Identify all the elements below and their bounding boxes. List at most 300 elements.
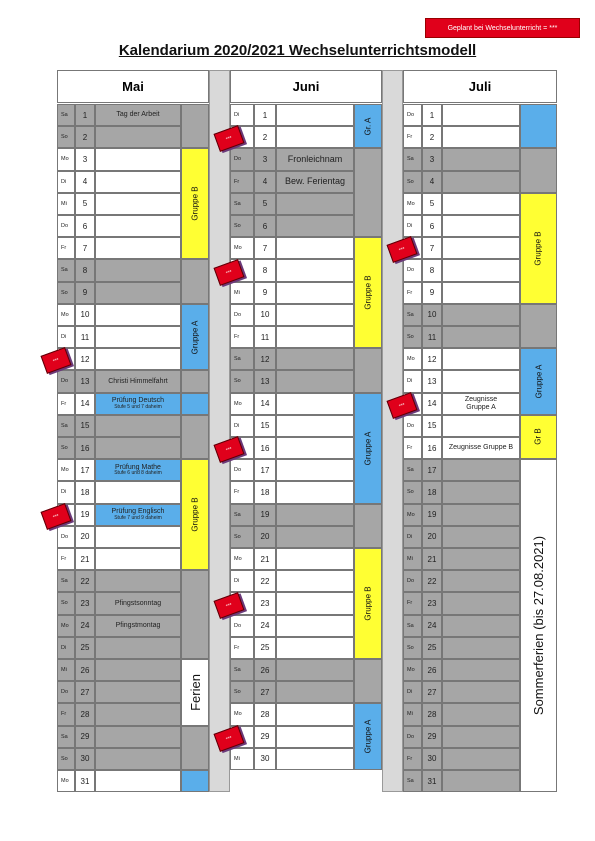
weekday-cell: So [57, 282, 75, 304]
planned-stamp: *** [214, 592, 245, 619]
day-note [276, 393, 354, 415]
day-number: 9 [75, 282, 95, 304]
day-note [276, 659, 354, 681]
day-number: 1 [422, 104, 442, 126]
weekday-cell: Do [57, 215, 75, 237]
group-block [354, 659, 382, 703]
day-note [276, 304, 354, 326]
weekday-cell: Sa [403, 304, 422, 326]
day-number: 22 [75, 570, 95, 592]
weekday-cell: Do [230, 459, 254, 481]
group-block [181, 393, 209, 415]
day-number: 15 [75, 415, 95, 437]
day-number: 23 [422, 592, 442, 614]
day-number: 24 [422, 615, 442, 637]
planned-stamp: *** [41, 503, 72, 530]
weekday-cell: Sa [230, 504, 254, 526]
day-number: 8 [254, 259, 276, 281]
day-note [95, 215, 181, 237]
day-note [442, 526, 520, 548]
note-text: Pfingstmontag [115, 622, 161, 630]
day-number: 25 [75, 637, 95, 659]
weekday-cell: Mo [403, 504, 422, 526]
day-number: 7 [254, 237, 276, 259]
day-number: 24 [254, 615, 276, 637]
group-label: Gruppe A [190, 320, 200, 354]
day-note [95, 348, 181, 370]
day-note [442, 681, 520, 703]
day-note [95, 459, 181, 481]
weekday-cell: Sa [57, 726, 75, 748]
day-note [442, 215, 520, 237]
weekday-cell: Fr [230, 326, 254, 348]
group-block [181, 770, 209, 792]
weekday-cell: Mo [57, 615, 75, 637]
day-note [95, 592, 181, 614]
day-note [95, 304, 181, 326]
day-number: 22 [422, 570, 442, 592]
day-note [442, 592, 520, 614]
weekday-cell: Fr [57, 237, 75, 259]
weekday-cell: So [57, 748, 75, 770]
day-number: 28 [422, 703, 442, 725]
day-number: 12 [75, 348, 95, 370]
day-note [276, 259, 354, 281]
group-block [354, 148, 382, 237]
day-note [276, 437, 354, 459]
day-note [95, 770, 181, 792]
day-number: 2 [75, 126, 95, 148]
day-number: 14 [422, 393, 442, 415]
group-block [354, 104, 382, 148]
note-subtext: Gruppe A [466, 403, 496, 411]
month-header: Juli [403, 70, 557, 103]
day-number: 11 [422, 326, 442, 348]
day-note [442, 548, 520, 570]
day-number: 6 [75, 215, 95, 237]
day-number: 20 [75, 526, 95, 548]
day-note [442, 370, 520, 392]
day-number: 10 [254, 304, 276, 326]
weekday-cell: So [403, 326, 422, 348]
weekday-cell: Do [230, 148, 254, 170]
day-note [276, 637, 354, 659]
weekday-cell: Fr [403, 126, 422, 148]
weekday-cell: So [57, 592, 75, 614]
day-note [442, 504, 520, 526]
day-note [442, 237, 520, 259]
day-number: 23 [254, 592, 276, 614]
group-block [354, 703, 382, 770]
day-note [276, 126, 354, 148]
weekday-cell: So [403, 637, 422, 659]
weekday-cell: Di [57, 637, 75, 659]
day-note [276, 481, 354, 503]
day-number: 18 [422, 481, 442, 503]
day-note [95, 104, 181, 126]
weekday-cell: Di [230, 415, 254, 437]
day-number: 21 [254, 548, 276, 570]
day-number: 21 [75, 548, 95, 570]
weekday-cell: Mo [403, 659, 422, 681]
day-note [442, 615, 520, 637]
weekday-cell: Sa [57, 415, 75, 437]
day-note [95, 703, 181, 725]
weekday-cell: Do [230, 615, 254, 637]
day-note [95, 415, 181, 437]
day-note [95, 748, 181, 770]
day-note [442, 126, 520, 148]
day-number: 27 [75, 681, 95, 703]
group-block [181, 304, 209, 371]
group-label: Gruppe B [534, 231, 543, 266]
day-note [276, 415, 354, 437]
day-note [276, 104, 354, 126]
weekday-cell: So [230, 681, 254, 703]
weekday-cell: Di [230, 104, 254, 126]
day-number: 15 [254, 415, 276, 437]
day-note [442, 726, 520, 748]
weekday-cell: Do [403, 259, 422, 281]
weekday-cell: Mi [230, 748, 254, 770]
day-number: 5 [422, 193, 442, 215]
weekday-cell: Mo [57, 459, 75, 481]
group-block [181, 726, 209, 770]
day-note [442, 282, 520, 304]
day-number: 1 [75, 104, 95, 126]
weekday-cell: Fr [57, 393, 75, 415]
day-note [95, 193, 181, 215]
day-number: 17 [422, 459, 442, 481]
day-note [276, 148, 354, 170]
note-text: Christi Himmelfahrt [108, 377, 168, 385]
group-block [181, 104, 209, 148]
day-note [276, 726, 354, 748]
day-note [95, 370, 181, 392]
group-block [181, 459, 209, 570]
group-label: Gruppe B [363, 275, 373, 310]
day-number: 9 [422, 282, 442, 304]
group-block [520, 193, 557, 304]
day-number: 10 [75, 304, 95, 326]
note-text: Prüfung Mathe [115, 463, 161, 471]
group-block [520, 415, 557, 459]
day-number: 10 [422, 304, 442, 326]
day-note [276, 459, 354, 481]
day-note [276, 348, 354, 370]
day-number: 26 [75, 659, 95, 681]
day-number: 22 [254, 570, 276, 592]
day-note [276, 237, 354, 259]
day-number: 15 [422, 415, 442, 437]
day-number: 19 [422, 504, 442, 526]
day-number: 29 [422, 726, 442, 748]
note-text: Zeugnisse [464, 396, 498, 404]
weekday-cell: Do [57, 370, 75, 392]
weekday-cell: Di [403, 526, 422, 548]
weekday-cell: Sa [57, 259, 75, 281]
day-note [276, 681, 354, 703]
weekday-cell: So [230, 526, 254, 548]
note-text: Prüfung Deutsch [111, 397, 165, 405]
group-label: Gruppe B [190, 186, 200, 222]
weekday-cell: So [230, 215, 254, 237]
day-number: 7 [422, 237, 442, 259]
group-label: Gruppe B [190, 497, 200, 532]
day-number: 8 [422, 259, 442, 281]
day-number: 27 [254, 681, 276, 703]
day-number: 26 [254, 659, 276, 681]
day-note [442, 415, 520, 437]
weekday-cell: Do [57, 681, 75, 703]
day-note [276, 570, 354, 592]
weekday-cell: Mo [403, 193, 422, 215]
day-note [95, 126, 181, 148]
day-note [442, 637, 520, 659]
day-number: 16 [75, 437, 95, 459]
day-number: 18 [254, 481, 276, 503]
group-label: Ferien [187, 673, 203, 711]
day-number: 6 [254, 215, 276, 237]
note-text: Prüfung Englisch [111, 508, 165, 516]
day-note [442, 259, 520, 281]
group-block [181, 659, 209, 726]
day-note [442, 171, 520, 193]
day-number: 21 [422, 548, 442, 570]
day-note [276, 592, 354, 614]
planned-stamp: *** [387, 236, 418, 263]
weekday-cell: Mo [230, 548, 254, 570]
weekday-cell: Fr [403, 282, 422, 304]
day-note [95, 548, 181, 570]
day-number: 28 [75, 703, 95, 725]
day-number: 29 [75, 726, 95, 748]
day-note [442, 570, 520, 592]
day-number: 9 [254, 282, 276, 304]
note-text: Bew. Ferientag [284, 175, 346, 186]
weekday-cell: Mi [57, 193, 75, 215]
weekday-cell: Sa [403, 459, 422, 481]
note-subtext: Stufe 6 und 8 daheim [114, 470, 162, 477]
weekday-cell: So [403, 481, 422, 503]
day-number: 4 [75, 171, 95, 193]
weekday-cell: Di [57, 171, 75, 193]
day-note [442, 770, 520, 792]
weekday-cell: Mo [230, 237, 254, 259]
day-number: 17 [75, 459, 95, 481]
day-note [442, 148, 520, 170]
day-number: 13 [254, 370, 276, 392]
weekday-cell: Sa [230, 348, 254, 370]
day-note [442, 437, 520, 459]
day-number: 26 [422, 659, 442, 681]
group-block [181, 259, 209, 303]
group-block [181, 570, 209, 659]
note-subtext: Stufe 7 und 9 daheim [114, 514, 162, 521]
planned-stamp: *** [214, 725, 245, 752]
weekday-cell: Sa [57, 570, 75, 592]
group-block [354, 237, 382, 348]
day-note [442, 459, 520, 481]
day-number: 30 [75, 748, 95, 770]
day-note [276, 703, 354, 725]
weekday-cell: Fr [403, 437, 422, 459]
day-note [95, 681, 181, 703]
planned-stamp: *** [214, 436, 245, 463]
weekday-cell: Di [403, 215, 422, 237]
day-number: 31 [75, 770, 95, 792]
planned-stamp: *** [387, 392, 418, 419]
day-note [95, 437, 181, 459]
day-number: 5 [75, 193, 95, 215]
weekday-cell: Mo [230, 703, 254, 725]
weekday-cell: Fr [57, 703, 75, 725]
month-header: Mai [57, 70, 209, 103]
weekday-cell: Di [230, 570, 254, 592]
day-number: 12 [422, 348, 442, 370]
month-header: Juni [230, 70, 382, 103]
day-note [276, 326, 354, 348]
weekday-cell: Sa [230, 193, 254, 215]
weekday-cell: Fr [57, 548, 75, 570]
page-title: Kalendarium 2020/2021 Wechselunterrichtsmodell [118, 42, 477, 59]
day-note [442, 393, 520, 415]
weekday-cell: Fr [230, 481, 254, 503]
group-block [520, 148, 557, 192]
day-note [276, 748, 354, 770]
group-block [354, 548, 382, 659]
day-note [442, 326, 520, 348]
day-note [95, 526, 181, 548]
day-number: 23 [75, 592, 95, 614]
weekday-cell: Fr [403, 748, 422, 770]
month-separator [382, 70, 403, 792]
weekday-cell: Mi [230, 282, 254, 304]
day-number: 13 [422, 370, 442, 392]
weekday-cell: Di [57, 481, 75, 503]
weekday-cell: Fr [230, 637, 254, 659]
day-note [276, 548, 354, 570]
day-number: 27 [422, 681, 442, 703]
day-number: 28 [254, 703, 276, 725]
weekday-cell: Mi [403, 703, 422, 725]
group-block [354, 348, 382, 392]
group-block [181, 415, 209, 459]
day-number: 2 [422, 126, 442, 148]
planned-stamp: *** [214, 259, 245, 286]
day-number: 4 [422, 171, 442, 193]
group-label: Gruppe A [363, 719, 373, 754]
note-text: Pfingstsonntag [114, 599, 162, 607]
day-note [95, 726, 181, 748]
legend-box: Geplant bei Wechselunterricht = *** [425, 18, 580, 38]
group-label: Gruppe B [363, 586, 373, 621]
day-number: 5 [254, 193, 276, 215]
note-text: Tag der Arbeit [116, 111, 160, 119]
day-note [95, 326, 181, 348]
day-number: 3 [422, 148, 442, 170]
day-note [276, 370, 354, 392]
day-number: 16 [254, 437, 276, 459]
group-label: Gr. A [363, 117, 373, 136]
day-note [276, 193, 354, 215]
day-note [95, 637, 181, 659]
weekday-cell: So [57, 126, 75, 148]
day-number: 14 [75, 393, 95, 415]
day-number: 19 [254, 504, 276, 526]
group-block [354, 393, 382, 504]
day-note [95, 282, 181, 304]
day-number: 25 [422, 637, 442, 659]
day-number: 19 [75, 504, 95, 526]
group-label: Gr B [533, 428, 543, 446]
group-block [181, 370, 209, 392]
day-number: 3 [75, 148, 95, 170]
weekday-cell: Di [403, 681, 422, 703]
day-number: 1 [254, 104, 276, 126]
weekday-cell: Do [230, 304, 254, 326]
day-note [95, 393, 181, 415]
day-number: 24 [75, 615, 95, 637]
weekday-cell: Mo [403, 348, 422, 370]
day-note [276, 504, 354, 526]
weekday-cell: Sa [57, 104, 75, 126]
group-block [520, 348, 557, 415]
weekday-cell: Mi [403, 548, 422, 570]
day-note [276, 526, 354, 548]
day-note [442, 659, 520, 681]
group-block [354, 504, 382, 548]
group-block [181, 148, 209, 259]
day-note [276, 171, 354, 193]
day-note [95, 237, 181, 259]
weekday-cell: Mo [230, 393, 254, 415]
weekday-cell: Sa [403, 615, 422, 637]
day-note [95, 615, 181, 637]
weekday-cell: Mi [57, 659, 75, 681]
weekday-cell: Fr [230, 171, 254, 193]
day-number: 6 [422, 215, 442, 237]
weekday-cell: Do [403, 415, 422, 437]
day-number: 30 [254, 748, 276, 770]
day-number: 25 [254, 637, 276, 659]
note-text: Fronleichnam [287, 153, 343, 164]
day-number: 30 [422, 748, 442, 770]
day-number: 7 [75, 237, 95, 259]
day-note [95, 171, 181, 193]
day-note [95, 504, 181, 526]
group-block [520, 459, 557, 792]
weekday-cell: Mo [57, 148, 75, 170]
day-number: 11 [254, 326, 276, 348]
weekday-cell: Sa [230, 659, 254, 681]
day-note [276, 215, 354, 237]
day-number: 8 [75, 259, 95, 281]
day-note [95, 659, 181, 681]
day-number: 2 [254, 126, 276, 148]
day-number: 31 [422, 770, 442, 792]
day-note [95, 259, 181, 281]
weekday-cell: Do [403, 104, 422, 126]
weekday-cell: Do [57, 526, 75, 548]
day-number: 3 [254, 148, 276, 170]
note-subtext: Stufe 5 und 7 daheim [114, 403, 162, 410]
planned-stamp: *** [214, 125, 245, 152]
day-number: 12 [254, 348, 276, 370]
day-note [442, 703, 520, 725]
day-note [95, 570, 181, 592]
weekday-cell: So [403, 171, 422, 193]
